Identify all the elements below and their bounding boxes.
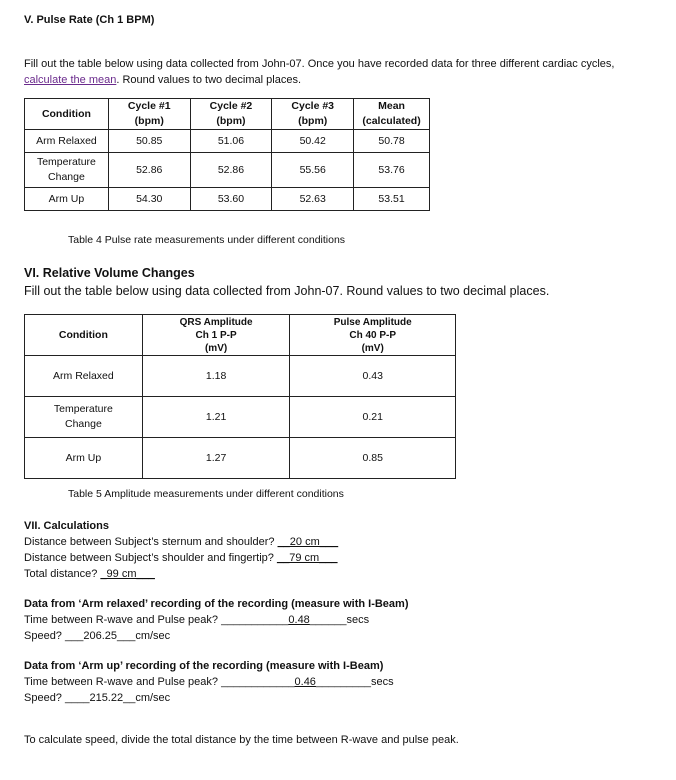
mean-cell: 53.51 <box>354 188 430 211</box>
calculations-heading: VII. Calculations <box>24 520 109 532</box>
arm-relaxed-heading: Data from ‘Arm relaxed’ recording of the recording (measure with I-Beam) <box>24 598 409 610</box>
table-row <box>25 397 456 438</box>
cycle-1-cell: 50.85 <box>108 130 190 153</box>
section-6-heading: VI. Relative Volume Changes <box>24 266 195 280</box>
cycle-2-cell: 51.06 <box>190 130 272 153</box>
table-5-caption: Table 5 Amplitude measurements under different conditions <box>68 488 344 500</box>
cycle-3-cell: 50.42 <box>272 130 354 153</box>
condition-cell: Temperature Change <box>25 397 143 438</box>
header-pulse-amplitude: Pulse Amplitude Ch 40 P-P (mV) <box>290 315 456 356</box>
header-cycle-1: Cycle #1 (bpm) <box>108 99 190 130</box>
arm-relaxed-section <box>24 596 408 644</box>
total-distance-value: _99 cm___ <box>100 568 155 580</box>
table-4-caption: Table 4 Pulse rate measurements under different conditions <box>68 234 346 246</box>
table-row <box>25 130 430 153</box>
qrs-cell: 1.18 <box>142 356 290 397</box>
total-distance-line: Total distance? _99 cm___ <box>24 568 155 580</box>
condition-cell: Temperature Change <box>25 153 109 188</box>
pulse-cell: 0.85 <box>290 438 456 479</box>
arm-up-section <box>24 658 394 706</box>
arm-up-heading: Data from ‘Arm up’ recording of the recording (measure with I-Beam) <box>24 660 384 672</box>
table-row <box>25 438 456 479</box>
section-5-heading: V. Pulse Rate (Ch 1 BPM) <box>24 14 155 26</box>
cycle-2-cell: 52.86 <box>190 153 272 188</box>
cycle-2-cell: 53.60 <box>190 188 272 211</box>
section-5-instructions <box>24 56 664 88</box>
calculate-mean-link[interactable]: calculate the mean <box>24 74 117 86</box>
table-row <box>25 356 456 397</box>
arm-relaxed-speed-line: Speed? ___206.25___cm/sec <box>24 630 171 642</box>
arm-up-speed-value: ____215.22__cm/sec <box>64 692 171 704</box>
header-cycle-3: Cycle #3 (bpm) <box>272 99 354 130</box>
qrs-cell: 1.27 <box>142 438 290 479</box>
calculations-section <box>24 518 338 582</box>
shoulder-fingertip-value: __79 cm___ <box>276 552 338 564</box>
header-condition: Condition <box>25 315 143 356</box>
condition-cell: Arm Relaxed <box>25 356 143 397</box>
table-row <box>25 188 430 211</box>
mean-cell: 53.76 <box>354 153 430 188</box>
mean-cell: 50.78 <box>354 130 430 153</box>
arm-up-time-line: Time between R-wave and Pulse peak? ____________0.46_________secs <box>24 676 394 688</box>
pulse-rate-table <box>24 98 430 211</box>
sternum-shoulder-value: __20 cm___ <box>277 536 339 548</box>
arm-relaxed-speed-value: ___206.25___cm/sec <box>64 630 171 642</box>
condition-cell: Arm Relaxed <box>25 130 109 153</box>
section-6-instructions: Fill out the table below using data collected from John-07. Round values to two decimal places. <box>24 284 550 298</box>
cycle-1-cell: 54.30 <box>108 188 190 211</box>
header-condition: Condition <box>25 99 109 130</box>
arm-up-speed-line: Speed? ____215.22__cm/sec <box>24 692 171 704</box>
instructions-text: Fill out the table below using data collected from John-07. Once you have recorded data for three different cardiac cycles, <box>24 58 615 70</box>
cycle-1-cell: 52.86 <box>108 153 190 188</box>
header-cycle-2: Cycle #2 (bpm) <box>190 99 272 130</box>
speed-instruction-footer: To calculate speed, divide the total distance by the time between R-wave and pulse peak. <box>24 734 459 746</box>
table-header-row <box>25 315 456 356</box>
pulse-cell: 0.43 <box>290 356 456 397</box>
arm-relaxed-time-value: 0.48 <box>288 614 310 626</box>
cycle-3-cell: 52.63 <box>272 188 354 211</box>
table-row <box>25 153 430 188</box>
amplitude-table <box>24 314 456 479</box>
header-qrs-amplitude: QRS Amplitude Ch 1 P-P (mV) <box>142 315 290 356</box>
table-header-row <box>25 99 430 130</box>
arm-relaxed-time-line: Time between R-wave and Pulse peak? ___________0.48______secs <box>24 614 370 626</box>
header-mean: Mean (calculated) <box>354 99 430 130</box>
condition-cell: Arm Up <box>25 438 143 479</box>
qrs-cell: 1.21 <box>142 397 290 438</box>
shoulder-fingertip-line: Distance between Subject’s shoulder and fingertip? __79 cm___ <box>24 552 338 564</box>
arm-up-time-value: 0.46 <box>294 676 316 688</box>
instructions-text-end: . Round values to two decimal places. <box>116 74 301 86</box>
pulse-cell: 0.21 <box>290 397 456 438</box>
sternum-shoulder-line: Distance between Subject’s sternum and shoulder? __20 cm___ <box>24 536 339 548</box>
cycle-3-cell: 55.56 <box>272 153 354 188</box>
condition-cell: Arm Up <box>25 188 109 211</box>
